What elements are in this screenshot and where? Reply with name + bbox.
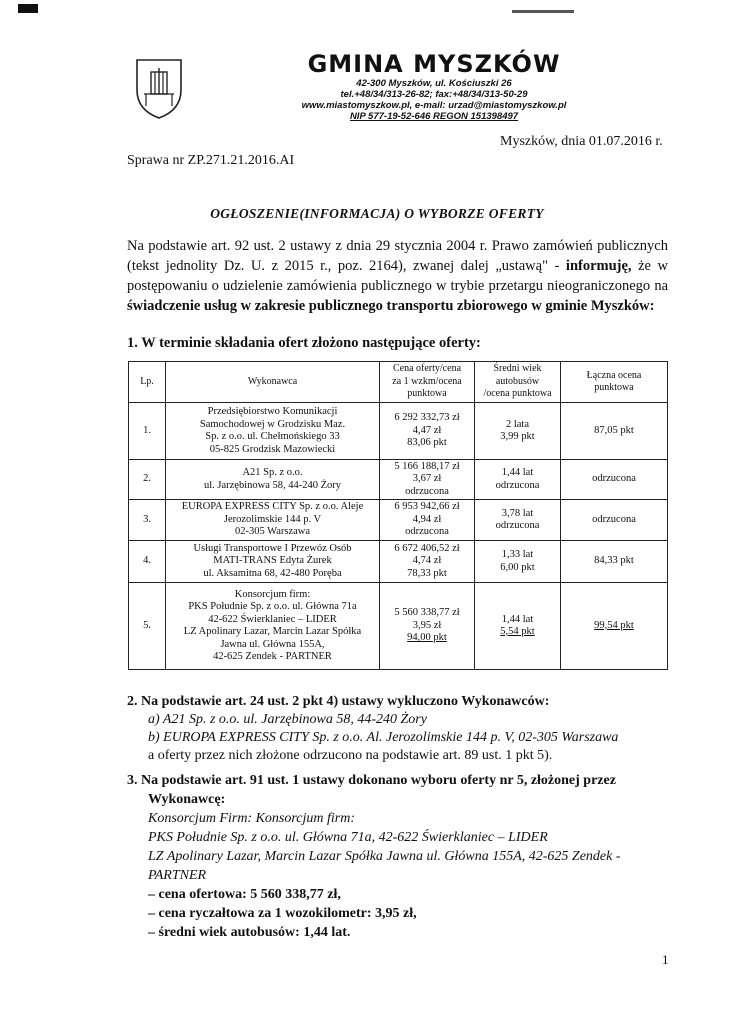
page-number: 1: [662, 952, 669, 967]
row-wiek: 2 lata 3,99 pkt: [475, 403, 561, 460]
excluded-a: a) A21 Sp. z o.o. ul. Jarzębinowa 58, 44-240 Żory: [148, 712, 427, 727]
intro-paragraph: Na podstawie art. 92 ust. 2 ustawy z dnia 29 stycznia 2004 r. Prawo zamówień publicznych (tekst jednolity Dz. U. z 2015 r., poz. 2164), zwanej dalej „ustawą" - informuję, że w postępowaniu o udzielenie zamówienia publicznego w trybie przetargu nieograniczonego na świadczenie usług w zakresie publicznego transportu zbiorowego w gminie Myszków:: [127, 238, 668, 314]
header-wiek: Średni wiek autobusów /ocena punktowa: [475, 362, 561, 403]
header-ocena: Łączna ocena punktowa: [561, 362, 668, 403]
tax-ids: NIP 577-19-52-646 REGON 151398497: [349, 111, 519, 122]
row-cena: 5 560 338,77 zł 3,95 zł 94,00 pkt: [380, 583, 475, 670]
table-row: [129, 583, 668, 670]
section-2: [127, 693, 672, 765]
row-wiek: 3,78 lat odrzucona: [475, 500, 561, 541]
offers-table: [128, 361, 668, 670]
row-ocena: odrzucona: [561, 460, 668, 500]
row-ocena: 84,33 pkt: [561, 541, 668, 583]
row-lp: 5.: [129, 583, 166, 670]
winner-line-4: PARTNER: [148, 868, 207, 883]
row-cena: 6 292 332,73 zł 4,47 zł 83,06 pkt: [380, 403, 475, 460]
row-wiek: 1,44 lat 5,54 pkt: [475, 583, 561, 670]
row-cena: 6 672 406,52 zł 4,74 zł 78,33 pkt: [380, 541, 475, 583]
section-1-heading: 1. W terminie składania ofert złożono następujące oferty:: [127, 335, 481, 351]
excluded-b: b) EUROPA EXPRESS CITY Sp. z o.o. Al. Jerozolimskie 144 p. V, 02-305 Warszawa: [148, 730, 619, 745]
phone-fax: tel.+48/34/313-26-82; fax:+48/34/313-50-29: [340, 89, 528, 100]
date-line: Myszków, dnia 01.07.2016 r.: [500, 134, 663, 149]
website-email: www.miastomyszkow.pl, e-mail: urzad@miastomyszkow.pl: [301, 100, 567, 111]
section-3-heading-cont: Wykonawcę:: [148, 792, 226, 807]
winner-price: – cena ofertowa: 5 560 338,77 zł,: [148, 887, 341, 902]
table-row: [129, 403, 668, 460]
section-2-heading: 2. Na podstawie art. 24 ust. 2 pkt 4) ustawy wykluczono Wykonawców:: [127, 694, 550, 709]
winner-line-3: LZ Apolinary Lazar, Marcin Lazar Spółka Jawna ul. Główna 155A, 42-625 Zendek -: [148, 849, 621, 864]
case-reference: Sprawa nr ZP.271.21.2016.AI: [127, 153, 295, 168]
row-lp: 2.: [129, 460, 166, 500]
row-lp: 3.: [129, 500, 166, 541]
letterhead: [224, 50, 644, 122]
row-wykonawca: Przedsiębiorstwo Komunikacji Samochodowej w Grodzisku Maz. Sp. z o.o. ul. Chełmońskiego 33 05-825 Grodzisk Mazowiecki: [166, 403, 380, 460]
row-wykonawca: A21 Sp. z o.o. ul. Jarzębinowa 58, 44-240 Żory: [166, 460, 380, 500]
table-row: [129, 541, 668, 583]
row-wykonawca: Konsorcjum firm: PKS Południe Sp. z o.o. ul. Główna 71a 42-622 Świerklaniec – LIDER LZ Apolinary Lazar, Marcin Lazar Spółka Jawna ul. Główna 155A, 42-625 Zendek - PARTNER: [166, 583, 380, 670]
row-ocena: 87,05 pkt: [561, 403, 668, 460]
row-ocena: odrzucona: [561, 500, 668, 541]
scan-scribble: [512, 10, 574, 13]
winner-line-2: PKS Południe Sp. z o.o. ul. Główna 71a, 42-622 Świerklaniec – LIDER: [148, 830, 548, 845]
table-row: [129, 460, 668, 500]
section-3: [127, 771, 672, 942]
document-title: OGŁOSZENIE(INFORMACJA) O WYBORZE OFERTY: [210, 206, 544, 221]
row-cena: 5 166 188,17 zł 3,67 zł odrzucona: [380, 460, 475, 500]
row-wykonawca: Usługi Transportowe I Przewóz Osób MATI-TRANS Edyta Żurek ul. Aksamitna 68, 42-480 Poręba: [166, 541, 380, 583]
row-wiek: 1,44 lat odrzucona: [475, 460, 561, 500]
winner-line-1: Konsorcjum Firm: Konsorcjum firm:: [148, 811, 356, 826]
coat-of-arms-icon: [134, 58, 184, 120]
header-cena: Cena oferty/cena za 1 wzkm/ocena punktowa: [380, 362, 475, 403]
table-row: [129, 500, 668, 541]
header-wykonawca: Wykonawca: [166, 362, 380, 403]
municipality-name: GMINA MYSZKÓW: [307, 50, 561, 78]
section-3-heading: 3. Na podstawie art. 91 ust. 1 ustawy dokonano wyboru oferty nr 5, złożonej przez: [127, 773, 616, 788]
row-lp: 1.: [129, 403, 166, 460]
row-lp: 4.: [129, 541, 166, 583]
header-lp: Lp.: [129, 362, 166, 403]
row-wykonawca: EUROPA EXPRESS CITY Sp. z o.o. Aleje Jerozolimskie 144 p. V 02-305 Warszawa: [166, 500, 380, 541]
row-ocena: 99,54 pkt: [561, 583, 668, 670]
row-wiek: 1,33 lat 6,00 pkt: [475, 541, 561, 583]
winner-bus-age: – średni wiek autobusów: 1,44 lat.: [148, 925, 351, 940]
exclusion-note: a oferty przez nich złożone odrzucono na podstawie art. 89 ust. 1 pkt 5).: [148, 748, 553, 763]
row-cena: 6 953 942,66 zł 4,94 zł odrzucona: [380, 500, 475, 541]
winner-unit-price: – cena ryczałtowa za 1 wozokilometr: 3,95 zł,: [148, 906, 417, 921]
address: 42-300 Myszków, ul. Kościuszki 26: [356, 78, 512, 89]
scan-mark: [18, 4, 38, 13]
table-header-row: [129, 362, 668, 403]
